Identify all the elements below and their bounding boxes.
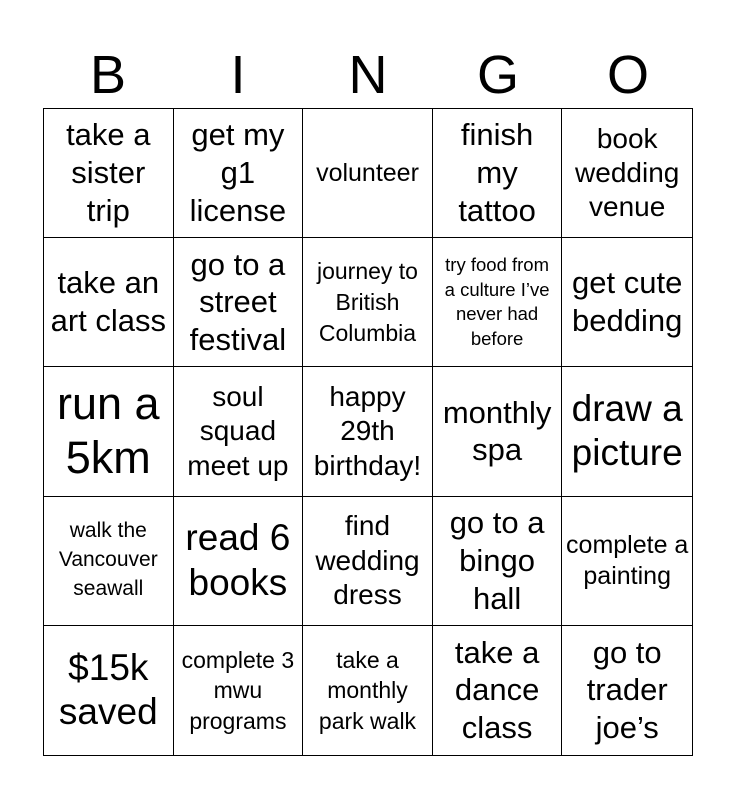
bingo-cell[interactable] [44, 109, 174, 238]
cell-text: take an art class [50, 265, 166, 339]
bingo-cell[interactable] [303, 367, 433, 496]
cell-text: take a monthly park walk [318, 646, 417, 734]
cell-text: take a dance class [454, 634, 540, 746]
bingo-cell[interactable] [44, 238, 174, 367]
cell-text: try food from a culture I’ve never had before [444, 254, 550, 349]
cell-text: happy 29th birthday! [313, 381, 422, 481]
bingo-cell[interactable] [303, 626, 433, 755]
cell-text: $15k saved [58, 647, 158, 733]
cell-text: go to a street festival [189, 246, 287, 358]
bingo-cell[interactable] [174, 626, 304, 755]
bingo-cell[interactable] [174, 109, 304, 238]
cell-text: get my g1 license [189, 117, 287, 228]
cell-text: journey to British Columbia [316, 258, 418, 346]
cell-text: find wedding dress [315, 510, 420, 610]
cell-text: go to trader joe’s [586, 634, 668, 746]
header-letter-g: G [476, 45, 519, 105]
bingo-cell[interactable] [433, 109, 563, 238]
cell-text: complete 3 mwu programs [181, 646, 295, 734]
cell-text: finish my tattoo [458, 117, 536, 228]
header-letter-i: I [230, 45, 246, 105]
bingo-cell[interactable] [303, 109, 433, 238]
cell-text: take a sister trip [66, 117, 151, 228]
bingo-header [43, 40, 693, 108]
cell-text: read 6 books [185, 517, 291, 603]
bingo-cell[interactable] [174, 367, 304, 496]
cell-text: volunteer [316, 158, 419, 187]
cell-text: complete a painting [566, 531, 689, 590]
bingo-cell[interactable] [433, 626, 563, 755]
cell-text: book wedding venue [575, 122, 680, 223]
bingo-cell[interactable] [44, 626, 174, 755]
bingo-cell[interactable] [44, 497, 174, 626]
cell-text: soul squad meet up [187, 381, 289, 481]
header-letter-b: B [89, 45, 127, 105]
bingo-cell[interactable] [562, 109, 692, 238]
cell-text: walk the Vancouver seawall [58, 519, 158, 601]
bingo-cell[interactable] [44, 367, 174, 496]
bingo-cell[interactable] [303, 497, 433, 626]
bingo-cell[interactable] [562, 238, 692, 367]
bingo-cell[interactable] [562, 367, 692, 496]
bingo-board [43, 108, 693, 756]
cell-text: draw a picture [571, 388, 683, 474]
bingo-cell[interactable] [433, 238, 563, 367]
cell-text: go to a bingo hall [449, 504, 545, 616]
header-letter-n: N [348, 45, 388, 105]
bingo-cell[interactable] [174, 497, 304, 626]
bingo-cell[interactable] [562, 626, 692, 755]
cell-text: get cute bedding [572, 265, 683, 339]
bingo-cell[interactable] [303, 238, 433, 367]
bingo-cell[interactable] [433, 497, 563, 626]
cell-text: run a 5km [57, 378, 160, 484]
bingo-cell[interactable] [562, 497, 692, 626]
header-letter-o: O [606, 45, 649, 105]
cell-text: monthly spa [442, 394, 552, 468]
bingo-cell[interactable] [174, 238, 304, 367]
bingo-cell[interactable] [433, 367, 563, 496]
